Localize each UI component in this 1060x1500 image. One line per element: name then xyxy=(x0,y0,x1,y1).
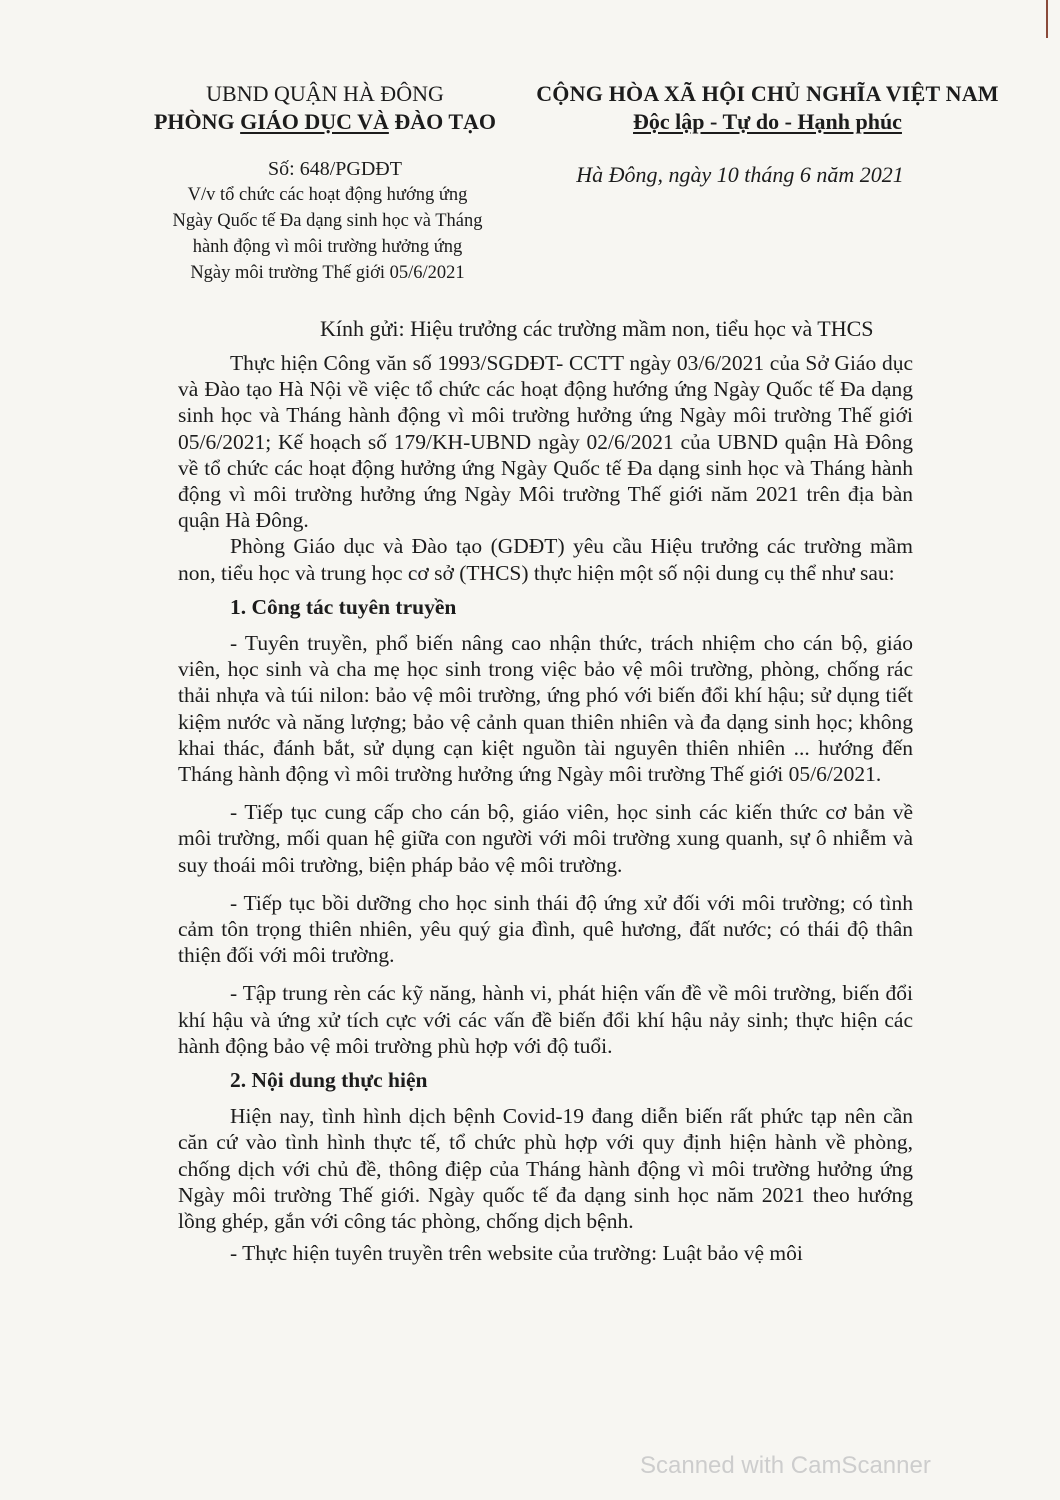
section-1-item: - Tiếp tục cung cấp cho cán bộ, giáo viên, học sinh các kiến thức cơ bản về môi trường, mối quan hệ giữa con người với môi trường xung quanh, sự ô nhiễm và suy thoái môi trường, biện pháp bảo vệ môi trường. xyxy=(178,800,913,877)
agency-line-2: PHÒNG GIÁO DỤC VÀ ĐÀO TẠO xyxy=(153,109,497,134)
subject-line: Ngày môi trường Thế giới 05/6/2021 xyxy=(190,263,465,283)
subject-line: V/v tổ chức các hoạt động hướng ứng xyxy=(187,185,468,205)
document-body xyxy=(178,350,913,1267)
agency-line-1: UBND QUẬN HÀ ĐÔNG xyxy=(206,81,444,106)
agency-underlined-part: GIÁO DỤC VÀ xyxy=(240,109,389,134)
motto-line: Độc lập - Tự do - Hạnh phúc xyxy=(633,109,902,134)
section-1-item: - Tập trung rèn các kỹ năng, hành vi, phát hiện vấn đề về môi trường, biến đổi khí hậu và ứng xử tích cực với các vấn đề biến đổi khí hậu nảy sinh; thực hiện các hành động bảo vệ môi trường phù hợp với độ tuổi. xyxy=(178,981,913,1058)
date-line: Hà Đông, ngày 10 tháng 6 năm 2021 xyxy=(576,162,904,187)
section-2-heading: 2. Nội dung thực hiện xyxy=(230,1068,428,1093)
request-paragraph: Phòng Giáo dục và Đào tạo (GDĐT) yêu cầu Hiệu trưởng các trường mầm non, tiểu học và trung học cơ sở (THCS) thực hiện một số nội dung cụ thể như sau: xyxy=(178,534,913,585)
section-2-paragraph: Hiện nay, tình hình dịch bệnh Covid-19 đang diễn biến rất phức tạp nên cần căn cứ vào tình hình thực tế, tổ chức phù hợp với quy định hiện hành về phòng, chống dịch với chủ đề, thông điệp của Tháng hành động vì môi trường hưởng ứng Ngày môi trường Thế giới. Ngày quốc tế đa dạng sinh học năm 2021 theo hướng lồng ghép, gắn với công tác phòng, chống dịch bệnh. xyxy=(178,1104,913,1234)
section-1-item: - Tiếp tục bồi dưỡng cho học sinh thái độ ứng xử đối với môi trường; có tình cảm tôn trọng thiên nhiên, yêu quý gia đình, quê hương, đất nước; có thái độ thân thiện đối với môi trường. xyxy=(178,890,913,968)
nation-name: CỘNG HÒA XÃ HỘI CHỦ NGHĨA VIỆT NAM xyxy=(536,81,999,106)
document-subject xyxy=(145,182,510,286)
issuing-agency-block xyxy=(140,80,510,136)
section-2-item: - Thực hiện tuyên truyền trên website của trường: Luật bảo vệ môi xyxy=(230,1241,803,1266)
scan-edge-mark xyxy=(1046,0,1048,38)
salutation: Kính gửi: Hiệu trưởng các trường mầm non, tiểu học và THCS xyxy=(320,316,874,341)
scanner-watermark: Scanned with CamScanner xyxy=(640,1452,931,1479)
intro-paragraph: Thực hiện Công văn số 1993/SGDĐT- CCTT ngày 03/6/2021 của Sở Giáo dục và Đào tạo Hà Nội về việc tổ chức các hoạt động hướng ứng Ngày Quốc tế Đa dạng sinh học và Tháng hành động vì môi trường hưởng ứng Ngày môi trường Thế giới 05/6/2021; Kế hoạch số 179/KH-UBND ngày 02/6/2021 của UBND quận Hà Đông về tổ chức các hoạt động hưởng ứng Ngày Quốc tế Đa dạng sinh học và Tháng hành động vì môi trường hưởng ứng Ngày Môi trường Thế giới năm 2021 trên địa bàn quận Hà Đông. xyxy=(178,351,913,533)
subject-line: hành động vì môi trường hưởng ứng xyxy=(192,237,463,257)
section-1-item: - Tuyên truyền, phổ biến nâng cao nhận thức, trách nhiệm cho cán bộ, giáo viên, học sinh và cha mẹ học sinh trong việc bảo vệ môi trường, phòng, chống rác thải nhựa và túi nilon: bảo vệ môi trường, ứng phó với biến đổi khí hậu; sử dụng tiết kiệm nước và năng lượng; bảo vệ cảnh quan thiên nhiên và đa dạng sinh học; không khai thác, đánh bắt, sử dụng cạn kiệt nguồn tài nguyên thiên nhiên ... hướng đến Tháng hành động vì môi trường hưởng ứng Ngày môi trường Thế giới 05/6/2021. xyxy=(178,631,913,787)
document-number: Số: 648/PGDĐT xyxy=(268,158,402,180)
national-motto-block xyxy=(505,80,1030,136)
section-1-heading: 1. Công tác tuyên truyền xyxy=(230,594,457,619)
subject-line: Ngày Quốc tế Đa dạng sinh học và Tháng xyxy=(172,211,483,231)
